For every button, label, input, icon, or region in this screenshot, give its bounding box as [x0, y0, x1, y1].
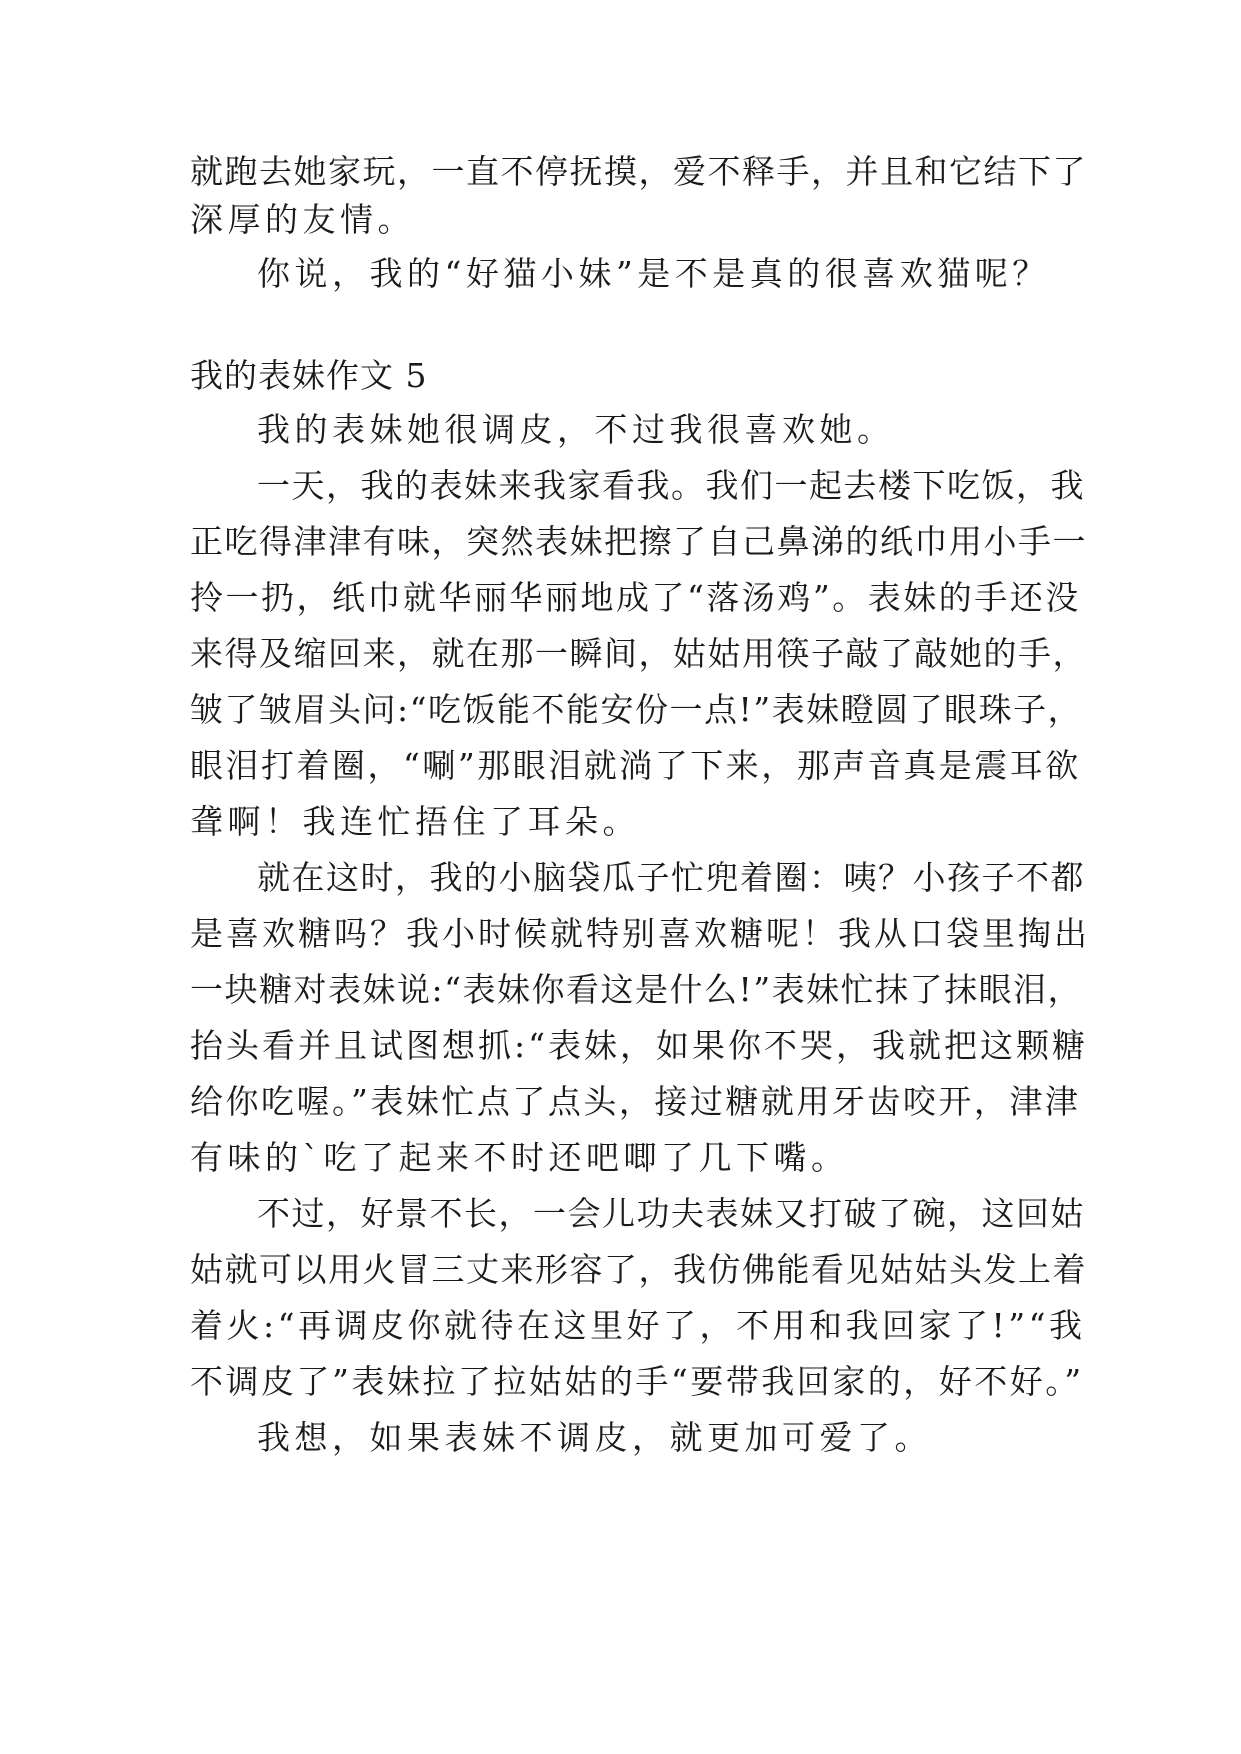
paragraph-line: 姑就可以用火冒三丈来形容了，我仿佛能看见姑姑头发上着 [190, 1250, 1087, 1289]
paragraph-line: 有味的`吃了起来不时还吧唧了几下嘴。 [190, 1138, 849, 1177]
paragraph-line: 抬头看并且试图想抓:“表妹，如果你不哭，我就把这颗糖 [190, 1026, 1088, 1065]
paragraph-line: 一块糖对表妹说:“表妹你看这是什么!”表妹忙抹了抹眼泪， [190, 970, 1083, 1009]
essay-title: 我的表妹作文 5 [190, 356, 428, 395]
paragraph-line: 正吃得津津有味，突然表妹把擦了自己鼻涕的纸巾用小手一 [190, 522, 1087, 561]
paragraph-line: 是喜欢糖吗？我小时候就特别喜欢糖呢！我从口袋里掏出 [190, 914, 1090, 953]
paragraph-line: 眼泪打着圈，“唰”那眼泪就淌了下来，那声音真是震耳欲 [190, 746, 1081, 785]
paragraph-line: 我想，如果表妹不调皮，就更加可爱了。 [257, 1418, 932, 1457]
paragraph-line: 就在这时，我的小脑袋瓜子忙兜着圈：咦？小孩子不都 [257, 858, 1085, 897]
paragraph-line: 给你吃喔。”表妹忙点了点头，接过糖就用牙齿咬开，津津 [190, 1082, 1081, 1121]
paragraph-line: 不调皮了”表妹拉了拉姑姑的手“要带我回家的，好不好。” [190, 1362, 1084, 1401]
paragraph-line: 我的表妹她很调皮，不过我很喜欢她。 [257, 410, 895, 449]
paragraph-line: 拎一扔，纸巾就华丽华丽地成了“落汤鸡”。表妹的手还没 [190, 578, 1081, 617]
paragraph-line: 一天，我的表妹来我家看我。我们一起去楼下吃饭，我 [257, 466, 1085, 505]
intro-line: 就跑去她家玩，一直不停抚摸，爱不释手，并且和它结下了 [190, 152, 1087, 191]
paragraph-line: 皱了皱眉头问:“吃饭能不能安份一点!”表妹瞪圆了眼珠子， [190, 690, 1083, 729]
paragraph-line: 不过，好景不长，一会儿功夫表妹又打破了碗，这回姑 [257, 1194, 1085, 1233]
paragraph-line: 着火:“再调皮你就待在这里好了，不用和我回家了!”“我 [190, 1306, 1086, 1345]
intro-line: 深厚的友情。 [190, 200, 415, 239]
paragraph-line: 来得及缩回来，就在那一瞬间，姑姑用筷子敲了敲她的手， [190, 634, 1087, 673]
intro-closing: 你说，我的“好猫小妹”是不是真的很喜欢猫呢？ [257, 254, 1050, 293]
paragraph-line: 聋啊！我连忙捂住了耳朵。 [190, 802, 640, 841]
